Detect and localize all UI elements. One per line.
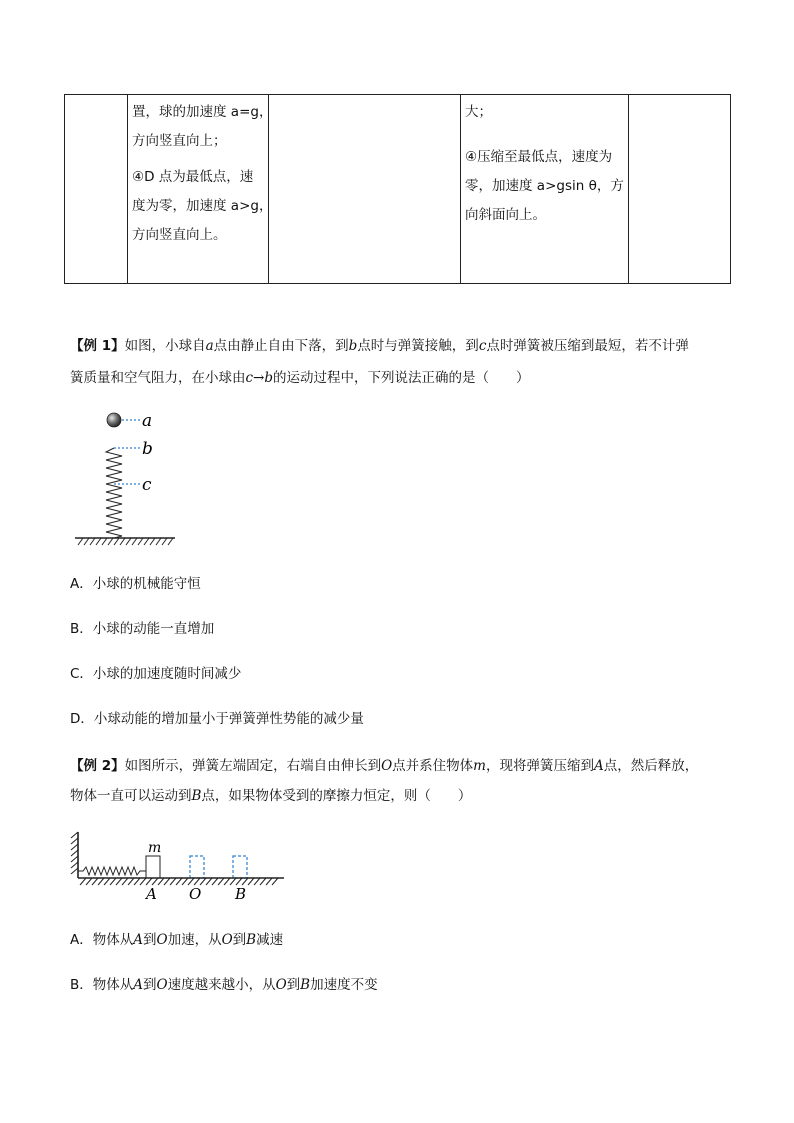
wall-hatch — [71, 832, 78, 874]
text: A．物体从 — [70, 932, 134, 948]
example2-option-b[interactable] — [70, 975, 378, 995]
example2-stem-line1 — [70, 756, 698, 776]
figure-label-B: B — [235, 885, 247, 903]
var: A — [133, 977, 144, 993]
var: B — [246, 932, 257, 948]
cell-text: 置，球的加速度 a=g， — [132, 104, 273, 120]
example2-option-a[interactable] — [70, 930, 283, 950]
var: a — [205, 338, 214, 354]
ball-icon — [107, 413, 121, 427]
table-row — [65, 95, 731, 284]
example1-option-a[interactable]: A．小球的机械能守恒 — [70, 576, 201, 592]
example1-option-c[interactable]: C．小球的加速度随时间减少 — [70, 666, 242, 682]
figure-label-m: m — [148, 840, 162, 856]
table-cell-5 — [629, 95, 731, 284]
text: 点并系住物体 — [392, 758, 474, 774]
block-icon — [146, 856, 160, 878]
cell-text: 向斜面向上。 — [465, 207, 546, 223]
cell-text: ④压缩至最低点，速度为 — [465, 149, 613, 165]
cell-text: 大； — [465, 104, 492, 120]
var: m — [473, 758, 486, 774]
var: O — [156, 932, 168, 948]
figure-label-O: O — [189, 885, 202, 903]
text: 到 — [143, 977, 157, 993]
text: 点由静止自由下落，到 — [213, 338, 349, 354]
text: 如图所示，弹簧左端固定，右端自由伸长到 — [124, 758, 382, 774]
text: 加速，从 — [167, 932, 222, 948]
spring-icon — [106, 448, 122, 538]
example1-tag: 【例 1】 — [70, 338, 125, 354]
example1-stem-line1 — [70, 336, 689, 356]
var: c→b — [245, 370, 274, 386]
ghost-block-b — [233, 856, 247, 878]
ground-hatch — [78, 538, 173, 545]
table-cell-3 — [269, 95, 461, 284]
comparison-table — [64, 94, 731, 284]
text: 点时与弹簧接触，到 — [357, 338, 479, 354]
figure-label-A: A — [146, 885, 157, 903]
text: 速度越来越小，从 — [167, 977, 276, 993]
text: 簧质量和空气阻力，在小球由 — [70, 370, 246, 386]
text: 点时弹簧被压缩到最短，若不计弹 — [486, 338, 689, 354]
var: O — [156, 977, 168, 993]
example1-stem-line2 — [70, 368, 530, 388]
text: 物体一直可以运动到 — [70, 788, 192, 804]
spring-icon — [78, 867, 146, 875]
spring-ball-figure — [70, 404, 190, 550]
text: 到 — [232, 932, 247, 948]
var: B — [300, 977, 311, 993]
var: O — [221, 932, 233, 948]
text: 点，如果物体受到的摩擦力恒定，则（ ） — [201, 788, 472, 804]
text: 加速度不变 — [310, 977, 378, 993]
table-cell-2 — [128, 95, 273, 284]
var: A — [133, 932, 143, 948]
cell-text: 零，加速度 a>gsin θ，方 — [465, 178, 624, 194]
figure-label-c: c — [142, 475, 152, 495]
var: c — [478, 338, 487, 354]
figure-label-b: b — [142, 439, 153, 459]
ghost-block-o — [190, 856, 204, 878]
spring-block-figure — [70, 830, 290, 906]
text: 点，然后释放， — [603, 758, 699, 774]
text: ，现将弹簧压缩到 — [485, 758, 594, 774]
text: 到 — [286, 977, 301, 993]
figure-label-a: a — [142, 411, 153, 431]
text: 的运动过程中，下列说法正确的是（ ） — [273, 370, 530, 386]
var: O — [381, 758, 393, 774]
table-cell-1 — [65, 95, 128, 284]
cell-text: 方向竖直向上； — [132, 133, 227, 149]
var: B — [191, 788, 202, 804]
example2-tag: 【例 2】 — [70, 758, 125, 774]
text: 减速 — [256, 932, 284, 948]
cell-text: ④D 点为最低点，速 — [132, 169, 254, 185]
example1-option-b[interactable]: B．小球的动能一直增加 — [70, 621, 215, 637]
text: 到 — [143, 932, 157, 948]
var: O — [275, 977, 287, 993]
var: b — [348, 338, 358, 354]
floor-hatch — [80, 878, 278, 885]
example1-option-d[interactable]: D．小球动能的增加量小于弹簧弹性势能的减少量 — [70, 711, 364, 727]
var: A — [593, 758, 604, 774]
text: B．物体从 — [70, 977, 134, 993]
text: 如图，小球自 — [124, 338, 206, 354]
cell-text: 方向竖直向上。 — [132, 227, 227, 243]
cell-text: 度为零，加速度 a>g， — [132, 198, 273, 214]
example2-stem-line2 — [70, 786, 471, 806]
table-cell-4 — [461, 95, 629, 284]
